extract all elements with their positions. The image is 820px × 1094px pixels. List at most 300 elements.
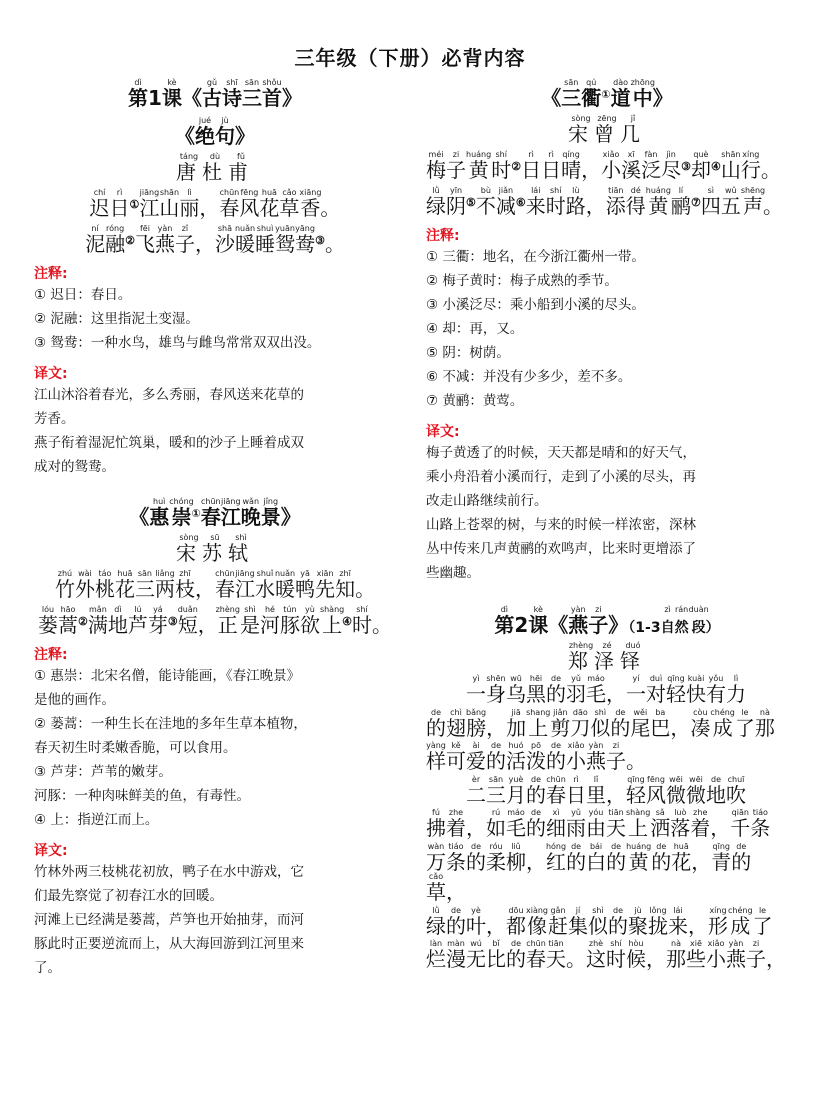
- character: 首shǒu: [261, 78, 282, 110]
- translation-line: 山路上苍翠的树，与来的时候一样浓密，深林: [426, 517, 696, 533]
- footnote-marker: ③: [167, 615, 178, 628]
- character: 的de: [486, 741, 506, 774]
- footnote-marker: ①: [191, 507, 201, 520]
- prose-line: 一yì身shēn乌wū黑hēi的de羽yǔ毛máo，一yí对duì轻qīng快kuài有yǒu力lì: [466, 674, 746, 706]
- character: 花huā: [114, 569, 135, 601]
- notes-heading: 注释:: [34, 266, 68, 282]
- character: 羽yǔ: [566, 674, 586, 706]
- character: 鹂lí: [670, 186, 691, 218]
- character: 落luò: [670, 808, 691, 841]
- footnote-marker: ④: [342, 615, 352, 628]
- character: 像xiàng: [526, 905, 549, 938]
- character: 轼shì: [228, 533, 254, 565]
- character: 成chéng: [710, 707, 735, 740]
- poem-title-jueju: 《绝jué句jù》: [175, 116, 255, 148]
- character: 甫fǔ: [228, 152, 254, 184]
- character: 似shì: [588, 905, 608, 938]
- character: 的de: [426, 707, 446, 740]
- translation-line: 梅子黄透了的时候，天天都是晴和的好天气，: [426, 445, 696, 461]
- character: 日rì: [541, 150, 562, 182]
- character: 白bái: [586, 841, 607, 874]
- translation-line: 河滩上已经满是蒌蒿，芦笋也开始抽芽，而河: [34, 912, 304, 928]
- character: 暖nuǎn: [274, 569, 296, 601]
- character: 的de: [526, 808, 546, 841]
- character: 快kuài: [686, 674, 706, 706]
- character: 诗shī: [221, 78, 242, 110]
- character: 万wàn: [426, 841, 446, 874]
- note-item: ⑦ 黄鹂：黄莺。: [426, 393, 524, 409]
- character: 却què: [690, 150, 711, 182]
- character: 细xì: [546, 808, 566, 841]
- character: 子zi: [606, 741, 626, 774]
- character: 泥ní: [85, 224, 106, 256]
- character: 绿lǜ: [426, 186, 446, 218]
- character: 景jǐng: [260, 497, 281, 529]
- character: 日rì: [521, 150, 542, 182]
- character: 刀dāo: [570, 707, 591, 740]
- character: 比bǐ: [486, 939, 506, 972]
- character: 小xiǎo: [601, 150, 622, 182]
- left-column: [34, 78, 396, 980]
- translation-line: 们最先察觉了初春江水的回暖。: [34, 888, 223, 904]
- character: 溪xī: [621, 150, 642, 182]
- character: 小xiǎo: [706, 939, 726, 972]
- note-item: ⑤ 阴：树荫。: [426, 345, 510, 361]
- character: 满mǎn: [87, 605, 108, 637]
- note-item: ① 三衢：地名，在今浙江衢州一带。: [426, 249, 645, 265]
- character: 时shí: [545, 186, 566, 218]
- poem-title-sanqu: 《三sān衢qú①道dào中zhōng》: [541, 78, 673, 110]
- character: 天tiān: [546, 939, 566, 972]
- character: 江jiāng: [139, 188, 160, 220]
- character: 对duì: [646, 674, 666, 706]
- note-item: ③ 鸳鸯：一种水鸟，雄鸟与雌鸟常常双双出没。: [34, 335, 321, 351]
- character: 花huā: [671, 841, 692, 874]
- character: 古gǔ: [201, 78, 222, 110]
- note-item: 是他的画作。: [34, 692, 115, 708]
- translation-line: 乘小舟沿着小溪而行，走到了小溪的尽头，再: [426, 469, 696, 485]
- character: 着zhe: [690, 808, 711, 841]
- character: 集jí: [568, 905, 588, 938]
- character: 蒌lóu: [38, 605, 59, 637]
- character: 上shàng: [319, 605, 345, 637]
- character: 宋sòng: [176, 533, 202, 565]
- character: 微wēi: [686, 774, 706, 807]
- translation-line: 些幽趣。: [426, 565, 480, 581]
- character: 身shēn: [486, 674, 506, 706]
- character: 毛máo: [506, 808, 526, 841]
- character: 草cǎo: [426, 871, 446, 904]
- note-item: ① 迟日：春日。: [34, 287, 132, 303]
- footnote-marker: ②: [125, 234, 135, 247]
- note-item: ② 蒌蒿：一种生长在洼地的多年生草本植物，: [34, 716, 307, 732]
- character: 鸯yāng: [295, 224, 316, 256]
- footnote-marker: ⑥: [515, 196, 526, 209]
- character: 柳liǔ: [506, 841, 526, 874]
- character: 可kě: [446, 741, 466, 774]
- note-item: ③ 小溪泛尽：乘小船到小溪的尽头。: [426, 297, 645, 313]
- character: 江jiāng: [220, 497, 241, 529]
- poem-line: 竹zhú外wài桃táo花huā三sān两liǎng枝zhī，春chūn江jiāng水shuǐ暖nuǎn鸭yā先xiān知zhī。: [54, 569, 376, 601]
- character: 宋sòng: [568, 114, 594, 146]
- character: 子zǐ: [174, 224, 195, 256]
- character: 山shān: [159, 188, 180, 220]
- character: 沙shā: [214, 224, 235, 256]
- character: 加jiā: [506, 707, 527, 740]
- character: 乌wū: [506, 674, 526, 706]
- character: 丽lì: [179, 188, 200, 220]
- translation-line: 了。: [34, 960, 61, 976]
- character: 由yóu: [586, 808, 606, 841]
- character: 子zi: [746, 939, 766, 972]
- character: 剪jiǎn: [550, 707, 571, 740]
- page-title: 三年级（下册）必背内容: [294, 46, 526, 70]
- character: 聚jù: [628, 905, 648, 938]
- character: 晴qíng: [561, 150, 582, 182]
- poem-line: 泥ní融róng②飞fēi燕yàn子zǐ，沙shā暖nuǎn睡shuì鸳yuān鸯yāng③。: [85, 224, 345, 256]
- character: 黑hēi: [526, 674, 546, 706]
- character: 道dào: [610, 78, 631, 110]
- character: 拢lǒng: [648, 905, 668, 938]
- character: 里lǐ: [586, 774, 606, 807]
- prose-line: 绿lǜ的de叶yè，都dōu像xiàng赶gǎn集jí似shì的de聚jù拢lǒng来lái，形xíng成chéng了le: [426, 905, 773, 938]
- translation-line: 芳香。: [34, 411, 75, 427]
- footnote-marker: ③: [315, 234, 325, 247]
- character: 声shēng: [740, 186, 766, 218]
- note-item: ④ 却：再，又。: [426, 321, 524, 337]
- character: 拂fú: [426, 808, 446, 841]
- character: 不bù: [475, 186, 496, 218]
- character: 花huā: [259, 188, 280, 220]
- prose-line: 烂làn漫màn无wú比bǐ的de春chūn天tiān。这zhè时shí候hòu，那nà些xiē小xiǎo燕yàn子zi，: [426, 939, 786, 972]
- character: 的de: [506, 939, 526, 972]
- character: 欲yù: [299, 605, 320, 637]
- character: 黄huáng: [466, 150, 492, 182]
- character: 活huó: [506, 741, 526, 774]
- footnote-marker: ⑦: [690, 196, 701, 209]
- translation-line: 豚此时正要逆流而上，从大海回游到江河里来: [34, 936, 304, 952]
- translation-line: 丛中传来几声黄鹂的欢鸣声，比来时更增添了: [426, 541, 696, 557]
- character: 些xiē: [686, 939, 706, 972]
- character: 上shang: [526, 707, 551, 740]
- character: 的de: [651, 841, 672, 874]
- character: 阴yīn: [446, 186, 466, 218]
- character: 叶yè: [466, 905, 486, 938]
- poem-author-zengji: [426, 114, 788, 145]
- character: 几jǐ: [620, 114, 646, 146]
- poem-author-sushi: [34, 533, 396, 564]
- character: 的de: [731, 841, 752, 874]
- character: 燕yàn: [154, 224, 175, 256]
- character: 漫màn: [446, 939, 466, 972]
- character: 三sān: [134, 569, 155, 601]
- character: 春chūn: [219, 188, 240, 220]
- translation-line: 改走山路继续前行。: [426, 493, 548, 509]
- note-item: ② 梅子黄时：梅子成熟的季节。: [426, 273, 618, 289]
- character: 是shì: [239, 605, 260, 637]
- character: 课kè: [528, 605, 549, 637]
- character: 时shí: [351, 605, 372, 637]
- character: 草cǎo: [279, 188, 300, 220]
- character: 三sān: [241, 78, 262, 110]
- character: 有yǒu: [706, 674, 726, 706]
- character: 铎duó: [620, 641, 646, 673]
- notes-heading: 注释:: [426, 228, 460, 244]
- character: 的de: [608, 905, 628, 938]
- character: 青qīng: [711, 841, 732, 874]
- character: 第dì: [494, 605, 515, 637]
- prose-line: 万wàn条tiáo的de柔róu柳liǔ，红hóng的de白bái的de黄huáng的de花huā，青qīng的de草cǎo，: [426, 841, 752, 904]
- prose-author: [426, 641, 788, 672]
- footnote-marker: ①: [129, 198, 140, 211]
- footnote-marker: ④: [710, 160, 721, 173]
- character: 赶gǎn: [548, 905, 568, 938]
- character: 香xiāng: [299, 188, 322, 220]
- character: 梅méi: [426, 150, 446, 182]
- character: 河hé: [259, 605, 280, 637]
- character: 鸳yuān: [275, 224, 296, 256]
- character: 如rú: [486, 808, 506, 841]
- character: 巴ba: [650, 707, 671, 740]
- character: 膀bǎng: [466, 707, 487, 740]
- character: 了le: [752, 905, 773, 938]
- note-item: ③ 芦芽：芦苇的嫩芽。: [34, 764, 172, 780]
- character: 蒿hāo: [58, 605, 79, 637]
- character: 春chūn: [200, 497, 221, 529]
- character: 柔róu: [486, 841, 506, 874]
- character: 曾zēng: [594, 114, 620, 146]
- character: 鸭yā: [295, 569, 316, 601]
- character: 然rán: [674, 605, 689, 636]
- character: 爱ài: [466, 741, 486, 774]
- character: 黄huáng: [626, 841, 652, 874]
- character: 正zhèng: [215, 605, 240, 637]
- character: 短duǎn: [177, 605, 198, 637]
- character: 微wēi: [666, 774, 686, 807]
- prose-line: 拂fú着zhe，如rú毛máo的de细xì雨yǔ由yóu天tiān上shàng洒sǎ落luò着zhe，千qiān条tiáo: [426, 808, 771, 841]
- character: 春chūn: [214, 569, 235, 601]
- footnote-marker: ①: [601, 88, 611, 101]
- character: 段duàn: [688, 605, 709, 636]
- character: 行xíng: [740, 150, 761, 182]
- character: 尾wěi: [630, 707, 651, 740]
- character: 洒sǎ: [650, 808, 671, 841]
- character: 苏sū: [202, 533, 228, 565]
- poem-line: 迟chí日rì①江jiāng山shān丽lì，春chūn风fēng花huā草cǎo香xiāng。: [89, 188, 341, 220]
- character: 上shàng: [626, 808, 651, 841]
- character: 两liǎng: [154, 569, 175, 601]
- character: 水shuǐ: [254, 569, 275, 601]
- translation-line: 江山沐浴着春光，多么秀丽，春风送来花草的: [34, 387, 304, 403]
- character: 迟chí: [89, 188, 110, 220]
- character: 五wǔ: [720, 186, 741, 218]
- translation-heading: 译文:: [34, 366, 68, 382]
- character: 时shí: [491, 150, 512, 182]
- note-item: ① 惠崇：北宋名僧，能诗能画，《春江晚景》: [34, 668, 301, 684]
- character: 的de: [526, 774, 546, 807]
- character: 吹chuī: [726, 774, 746, 807]
- character: 小xiǎo: [566, 741, 586, 774]
- character: 晚wǎn: [240, 497, 261, 529]
- character: 似shì: [590, 707, 611, 740]
- character: 枝zhī: [174, 569, 195, 601]
- character: 千qiān: [730, 808, 751, 841]
- footnote-marker: ⑤: [466, 196, 476, 209]
- character: 形xíng: [708, 905, 728, 938]
- poem-title-huichong: 《惠huì崇chóng①春chūn江jiāng晚wǎn景jǐng》: [129, 497, 301, 529]
- prose-line: 样yàng可kě爱ài的de活huó泼pō的de小xiǎo燕yàn子zi。: [426, 741, 646, 774]
- character: 那nà: [666, 939, 686, 972]
- character: 竹zhú: [54, 569, 75, 601]
- character: 的de: [546, 741, 566, 774]
- character: 外wài: [74, 569, 95, 601]
- character: 一yì: [466, 674, 486, 706]
- character: 无wú: [466, 939, 486, 972]
- note-item: 河豚：一种肉味鲜美的鱼，有毒性。: [34, 788, 250, 804]
- character: 绝jué: [195, 116, 215, 148]
- character: 力lì: [726, 674, 746, 706]
- prose-line: 的de翅chì膀bǎng，加jiā上shang剪jiǎn刀dāo似shì的de尾wěi巴ba，凑còu成chéng了le那nà: [426, 707, 775, 740]
- character: 先xiān: [315, 569, 336, 601]
- character: 那nà: [754, 707, 775, 740]
- character: 翅chì: [446, 707, 466, 740]
- character: 日rì: [566, 774, 586, 807]
- footnote-marker: ②: [78, 615, 88, 628]
- character: 知zhī: [335, 569, 356, 601]
- character: 杜dù: [202, 152, 228, 184]
- character: 的de: [610, 707, 631, 740]
- footnote-marker: ②: [511, 160, 522, 173]
- character: 路lù: [565, 186, 586, 218]
- character: 融róng: [105, 224, 126, 256]
- poem-line: 绿lǜ阴yīn⑤不bù减jiǎn⑥来lái时shí路lù，添tiān得dé黄huáng鹂lí⑦四sì五wǔ声shēng。: [426, 186, 783, 218]
- right-column: [426, 78, 788, 971]
- character: 衢qú: [581, 78, 602, 110]
- character: 二èr: [466, 774, 486, 807]
- character: 芽yá: [147, 605, 168, 637]
- character: 惠huì: [149, 497, 170, 529]
- character: 来lái: [668, 905, 688, 938]
- character: 豚tún: [279, 605, 300, 637]
- character: 子zi: [588, 605, 609, 637]
- poem-line: 梅méi子zi黄huáng时shí②日rì日rì晴qíng，小xiǎo溪xī泛fàn尽jìn③却què④山shān行xíng。: [426, 150, 781, 182]
- translation-line: 燕子衔着湿泥忙筑巢，暖和的沙子上睡着成双: [34, 435, 304, 451]
- character: 添tiān: [605, 186, 626, 218]
- character: 泽zé: [594, 641, 620, 673]
- character: 来lái: [525, 186, 546, 218]
- character: 春chūn: [526, 939, 546, 972]
- character: 毛máo: [586, 674, 606, 706]
- character: 燕yàn: [568, 605, 589, 637]
- character: 飞fēi: [134, 224, 155, 256]
- character: 成chéng: [728, 905, 753, 938]
- translation-heading: 译文:: [426, 424, 460, 440]
- note-item: ② 泥融：这里指泥土变湿。: [34, 311, 199, 327]
- character: 尽jìn: [661, 150, 682, 182]
- character: 的de: [566, 841, 587, 874]
- notes-heading: 注释:: [34, 647, 68, 663]
- character: 风fēng: [646, 774, 666, 807]
- character: 芦lú: [127, 605, 148, 637]
- lesson2-title: 第dì2课kè《燕yàn子zi》（1-3自zì然rán段duàn）: [494, 605, 720, 637]
- character: 黄huáng: [645, 186, 671, 218]
- character: 唐táng: [176, 152, 202, 184]
- character: 条tiáo: [446, 841, 466, 874]
- character: 烂làn: [426, 939, 446, 972]
- character: 红hóng: [545, 841, 567, 874]
- character: 郑zhèng: [568, 641, 594, 673]
- character: 三sān: [486, 774, 506, 807]
- footnote-marker: ③: [681, 160, 691, 173]
- character: 了le: [734, 707, 755, 740]
- character: 燕yàn: [726, 939, 746, 972]
- character: 候hòu: [626, 939, 646, 972]
- character: 条tiáo: [750, 808, 771, 841]
- character: 减jiǎn: [495, 186, 516, 218]
- character: 的de: [466, 841, 486, 874]
- character: 风fēng: [239, 188, 260, 220]
- character: 燕yàn: [586, 741, 606, 774]
- translation-line: 成对的鸳鸯。: [34, 459, 115, 475]
- character: 这zhè: [586, 939, 606, 972]
- note-item: ⑥ 不减：并没有少多少，差不多。: [426, 369, 632, 385]
- character: 春chūn: [546, 774, 566, 807]
- character: 桃táo: [94, 569, 115, 601]
- character: 地dì: [107, 605, 128, 637]
- character: 自zì: [660, 605, 675, 636]
- character: 得dé: [625, 186, 646, 218]
- character: 轻qīng: [666, 674, 686, 706]
- character: 都dōu: [506, 905, 526, 938]
- character: 子zi: [446, 150, 466, 182]
- character: 睡shuì: [255, 224, 276, 256]
- character: 着zhe: [446, 808, 466, 841]
- character: 的de: [606, 841, 627, 874]
- character: 崇chóng: [169, 497, 194, 529]
- character: 江jiāng: [234, 569, 255, 601]
- character: 句jù: [215, 116, 235, 148]
- translation-line: 竹林外两三枝桃花初放，鸭子在水中游戏，它: [34, 864, 304, 880]
- character: 泛fàn: [641, 150, 662, 182]
- character: 时shí: [606, 939, 626, 972]
- translation-heading: 译文:: [34, 843, 68, 859]
- note-item: 春天初生时柔嫩香脆，可以食用。: [34, 740, 237, 756]
- character: 地de: [706, 774, 726, 807]
- character: 月yuè: [506, 774, 526, 807]
- character: 中zhōng: [630, 78, 655, 110]
- character: 样yàng: [426, 741, 446, 774]
- character: 一yí: [626, 674, 646, 706]
- character: 雨yǔ: [566, 808, 586, 841]
- character: 三sān: [561, 78, 582, 110]
- character: 四sì: [700, 186, 721, 218]
- note-item: ④ 上：指逆江而上。: [34, 812, 159, 828]
- character: 日rì: [109, 188, 130, 220]
- character: 的de: [446, 905, 466, 938]
- character: 凑còu: [690, 707, 711, 740]
- lesson1-title: 第dì1课kè《古gǔ诗shī三sān首shǒu》: [128, 78, 302, 110]
- character: 泼pō: [526, 741, 546, 774]
- character: 绿lǜ: [426, 905, 446, 938]
- poem-line: 蒌lóu蒿hāo②满mǎn地dì芦lú芽yá③短duǎn，正zhèng是shì河hé豚tún欲yù上shàng④时shí。: [38, 605, 392, 637]
- character: 天tiān: [606, 808, 626, 841]
- character: 暖nuǎn: [234, 224, 256, 256]
- character: 山shān: [720, 150, 741, 182]
- poem-author-dufu: [34, 152, 396, 183]
- prose-line: 二èr三sān月yuè的de春chūn日rì里lǐ，轻qīng风fēng微wēi微wēi地de吹chuī: [466, 774, 746, 807]
- character: 轻qīng: [626, 774, 646, 807]
- character: 的de: [546, 674, 566, 706]
